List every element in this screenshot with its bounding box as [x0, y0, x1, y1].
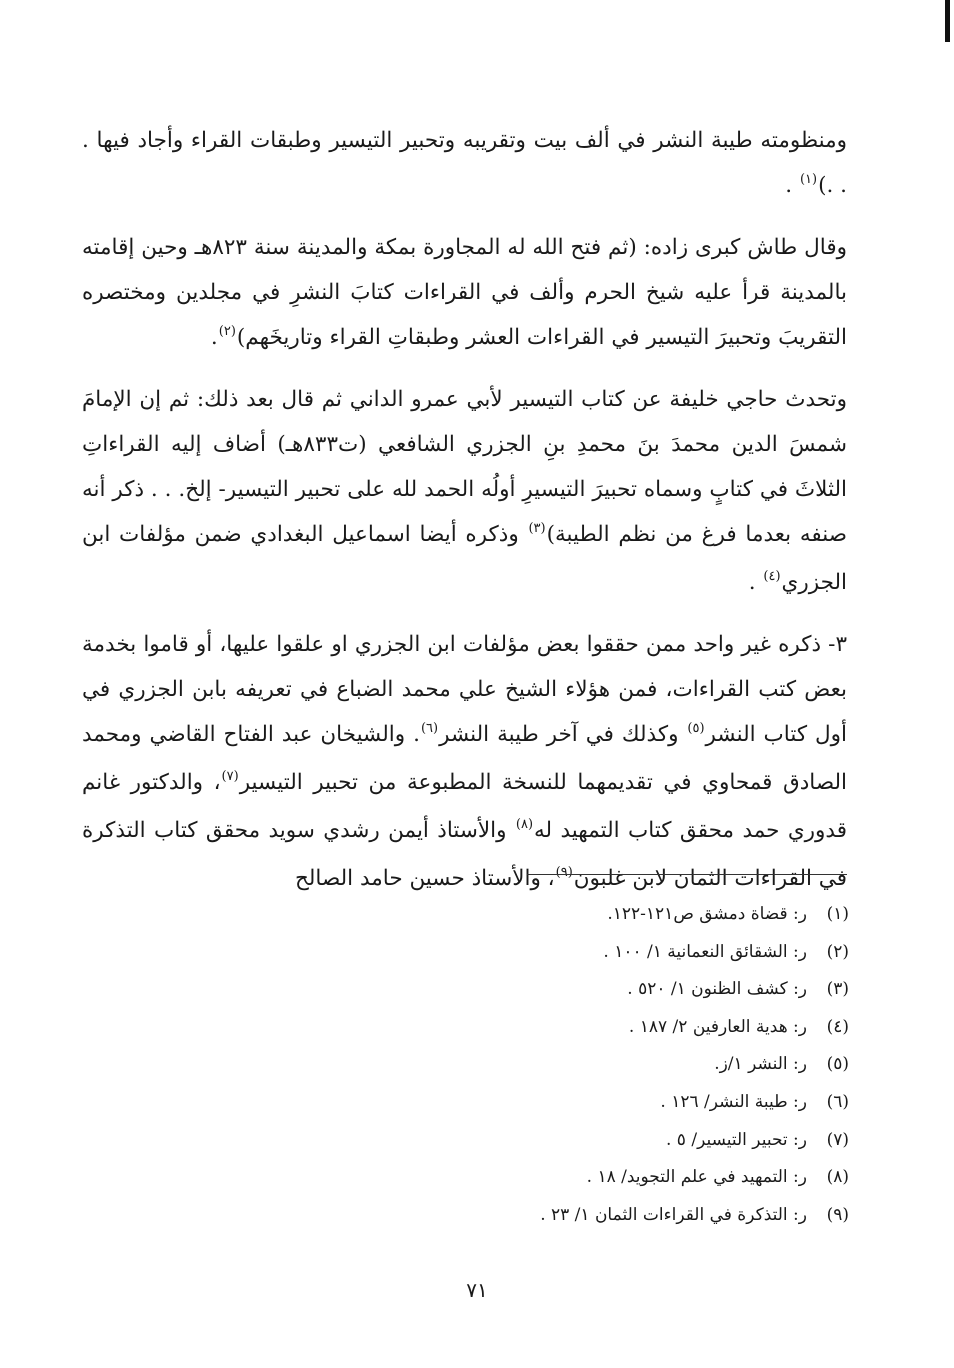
- footnote-number: (٢): [826, 941, 849, 962]
- footnote-reference: (١): [799, 172, 818, 187]
- footnote: [300, 1197, 849, 1235]
- footnote-text: ر: تحبير التيسير/ ٥ .: [665, 1129, 807, 1150]
- footnote: [300, 1084, 849, 1122]
- main-text: [82, 118, 847, 918]
- paragraph-text: ، والدكتور غانم قدوري حمد محقق كتاب التمهيد له: [82, 770, 847, 843]
- footnote: [300, 1046, 849, 1084]
- paragraph-text: .: [785, 173, 799, 198]
- footnote-text: ر: النشر ١/ز.: [714, 1054, 807, 1075]
- footnote-number: (٤): [826, 1016, 849, 1037]
- footnote-text: ر: التذكرة في القراءات الثمان ١/ ٢٣ .: [540, 1204, 807, 1225]
- footnote-text: ر: قضاة دمشق ص١٢١-١٢٢.: [607, 904, 807, 924]
- footnote-number: (٣): [826, 979, 849, 1000]
- paragraph-text: وذكره أيضا اسماعيل البغدادي ضمن مؤلفات ابن الجزري: [82, 522, 847, 595]
- footnote: [300, 1122, 849, 1160]
- paragraph-text: ، والأستاذ حسين حامد الصالح: [294, 866, 555, 891]
- footnote-number: (٦): [826, 1091, 849, 1112]
- footnote-reference: (٤): [763, 569, 781, 584]
- footnote-reference: (٢): [218, 324, 236, 339]
- body-paragraph: [82, 622, 847, 904]
- footnotes-list: [300, 896, 849, 1234]
- footnote-reference: (٣): [528, 521, 546, 536]
- footnote: [300, 896, 849, 934]
- footnote-text: ر: كشف الظنون ١/ ٥٢٠ .: [627, 979, 807, 1000]
- page-number: ٧١: [466, 1278, 488, 1302]
- footnote-separator: [527, 874, 847, 875]
- footnote-text: ر: هدية العارفين ٢/ ١٨٧ .: [628, 1016, 807, 1037]
- paragraph-text: ٣- ذكره غير واحد ممن حققوا بعض مؤلفات ابن الجزري او علقوا عليها، أو قاموا بخدمة بعض كتب القراءات، فمن هؤلاء الشيخ علي محمد الضباع في تعريفه بابن الجزري في أول كتاب النشر: [82, 632, 847, 747]
- footnote-text: ر: التمهيد في علم التجويد/ ١٨ .: [586, 1167, 807, 1188]
- paragraph-text: ومنظومته طيبة النشر في ألف بيت وتقريبه وتحبير التيسير وطبقات القراء وأجاد فيها . . .): [82, 128, 847, 198]
- paragraph-text: وتحدث حاجي خليفة عن كتاب التيسير لأبي عمرو الداني ثم قال بعد ذلك: ثم إن الإمامَ شمسَ الدين محمدَ بنَ محمدِ بنِ الجزري الشافعي (ت٨٣٣هـ) أضاف إليه القراءاتِ الثلاثَ في كتابٍ وسماه تحبيرَ التيسيرِ أولُه الحمد لله على تحبير التيسير- إلخ. . . ذكر أنه صنفه بعدما فرغ من نظم الطيبة): [82, 387, 847, 547]
- footnote: [300, 1009, 849, 1047]
- paragraph-text: والأستاذ أيمن رشدي سويد محقق كتاب التذكرة في القراءات الثمان لابن غلبون: [82, 818, 847, 891]
- footnote-number: (٨): [826, 1167, 849, 1188]
- body-paragraph: [82, 225, 847, 363]
- footnote-text: ر: الشقائق النعمانية ١/ ١٠٠ .: [603, 941, 807, 962]
- body-paragraph: [82, 377, 847, 608]
- footnote-number: (١): [826, 904, 849, 924]
- paragraph-text: .: [210, 325, 218, 350]
- footnote: [300, 934, 849, 972]
- footnote: [300, 1159, 849, 1197]
- footnote: [300, 971, 849, 1009]
- paragraph-text: وكذلك في آخر طيبة النشر: [439, 722, 687, 747]
- scan-edge-mark: [945, 0, 950, 42]
- paragraph-text: .: [748, 570, 763, 595]
- footnote-reference: (٨): [515, 817, 534, 832]
- paragraph-text: وقال طاش كبرى زاده: (ثم فتح الله له المجاورة بمكة والمدينة سنة ٨٢٣هـ وحين إقامته بالمدينة قرأ عليه شيخ الحرم وألف في القراءات كتابَ النشرِ في مجلدين ومختصره التقريبَ وتحبيرَ التيسير في القراءات العشر وطبقاتِ القراء وتاريخَهم): [82, 235, 847, 350]
- footnote-reference: (٧): [221, 769, 239, 784]
- footnote-reference: (٦): [420, 721, 439, 736]
- body-paragraph: [82, 118, 847, 211]
- footnote-number: (٥): [826, 1054, 849, 1075]
- footnote-number: (٧): [826, 1129, 849, 1150]
- footnote-reference: (٩): [555, 865, 573, 880]
- paragraph-text: . والشيخان عبد الفتاح القاضي ومحمد الصادق قمحاوي في تقديمهما للنسخة المطبوعة من تحبير التيسير: [82, 722, 847, 795]
- footnote-number: (٩): [826, 1204, 849, 1225]
- footnote-text: ر: طيبة النشر/ ١٢٦ .: [660, 1091, 807, 1112]
- footnote-reference: (٥): [687, 721, 705, 736]
